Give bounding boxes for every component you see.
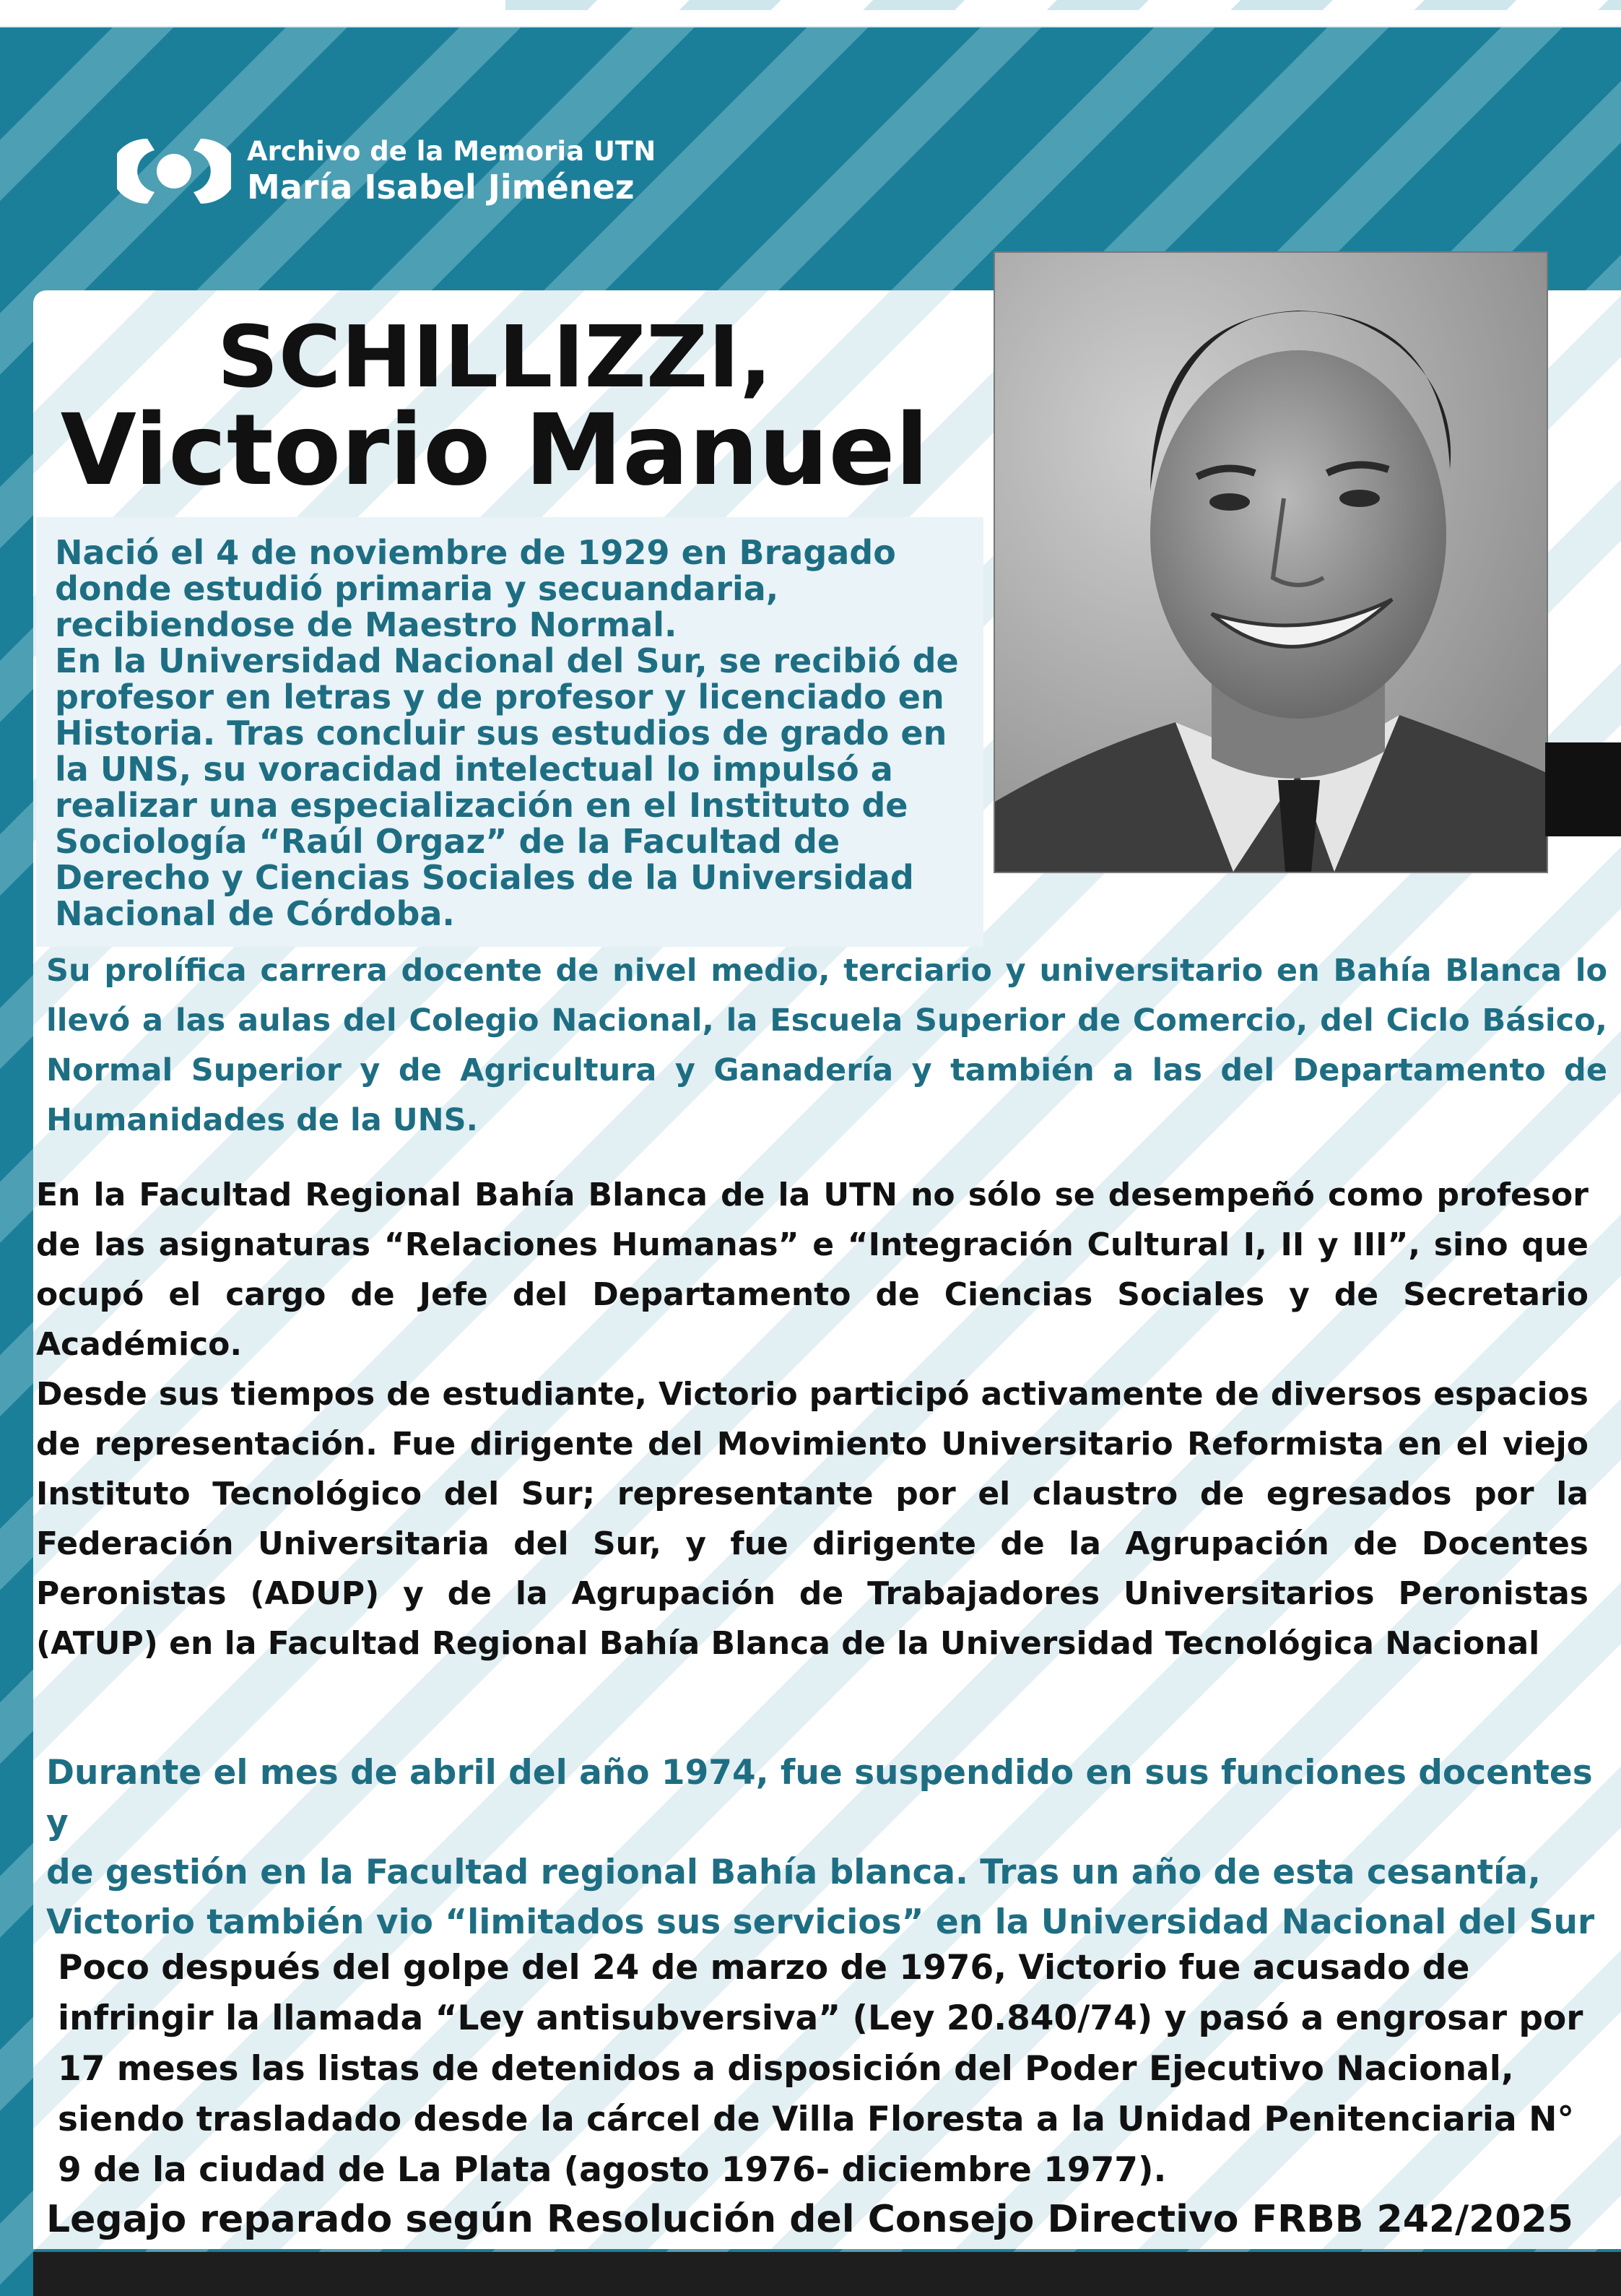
utn-paragraph: En la Facultad Regional Bahía Blanca de la UTN no sólo se desempeñó como profesor de las asignaturas “Relaciones Humanas” e “Integración Cultural I, II y III”, sino que ocupó el cargo de Jefe del Departamento de Ciencias Sociales y de Secretario Académico. Desde sus tiempos de estudiante, Victorio participó activamente de diversos espacios de representación. Fue dirigente del Movimiento Universitario Reformista en el viejo Instituto Tecnológico del Sur; representante por el claustro de egresados por la Federación Universitaria del Sur, y fue dirigente de la Agrupación de Docentes Peronistas (ADUP) y de la Agrupación de Trabajadores Universitarios Peronistas (ATUP) en la Facultad Regional Bahía Blanca de la Universidad Tecnológica Nacional [36,1177,1589,1662]
title-surname: SCHILLIZZI, [217,307,773,407]
title-given-names: Victorio Manuel [60,394,929,508]
suspension-1974-paragraph: Durante el mes de abril del año 1974, fue suspendido en sus funciones docentes y de gestión en la Facultad regional Bahía blanca. Tras un año de esta cesantía, Victorio también vio “limitados sus servicios” en la Universidad Nacional del Sur [46,1753,1595,1942]
brand-line-2: María Isabel Jiménez [247,168,635,207]
bottom-bar [33,2252,1621,2296]
brand-line-1: Archivo de la Memoria UTN [247,136,656,167]
career-paragraph: Su prolífica carrera docente de nivel medio, terciario y universitario en Bahía Blanca lo llevó a las aulas del Colegio Nacional, la Escuela Superior de Comercio, del Ciclo Básico, Normal Superior y de Agricultura y Ganadería y también a las del Departamento de Humanidades de la UNS. [46,953,1607,1138]
black-shape-fragment [1545,742,1621,836]
legajo-resolution: Legajo reparado según Resolución del Consejo Directivo FRBB 242/2025 [46,2198,1573,2241]
top-stripes [505,0,1621,10]
bio-paragraph: Nació el 4 de noviembre de 1929 en Bragado donde estudió primaria y secuandaria, recibiendose de Maestro Normal. En la Universidad Nacional del Sur, se recibió de profesor en letras y de profesor y licenciado en Historia. Tras concluir sus estudios de grado en la UNS, su voracidad intelectual lo impulsó a realizar una especialización en el Instituto de Sociología “Raúl Orgaz” de la Facultad de Derecho y Ciencias Sociales de la Universidad Nacional de Córdoba. [55,533,959,933]
archive-ring-logo-icon [117,131,231,211]
portrait-photo-icon [994,251,1548,873]
top-strip [0,0,1621,28]
detention-1976-paragraph: Poco después del golpe del 24 de marzo de 1976, Victorio fue acusado de infringir la llamada “Ley antisubversiva” (Ley 20.840/74) y pasó a engrosar por 17 meses las listas de detenidos a disposición del Poder Ejecutivo Nacional, siendo trasladado desde la cárcel de Villa Floresta a la Unidad Penitenciaria N° 9 de la ciudad de La Plata (agosto 1976- diciembre 1977). [58,1948,1583,2190]
